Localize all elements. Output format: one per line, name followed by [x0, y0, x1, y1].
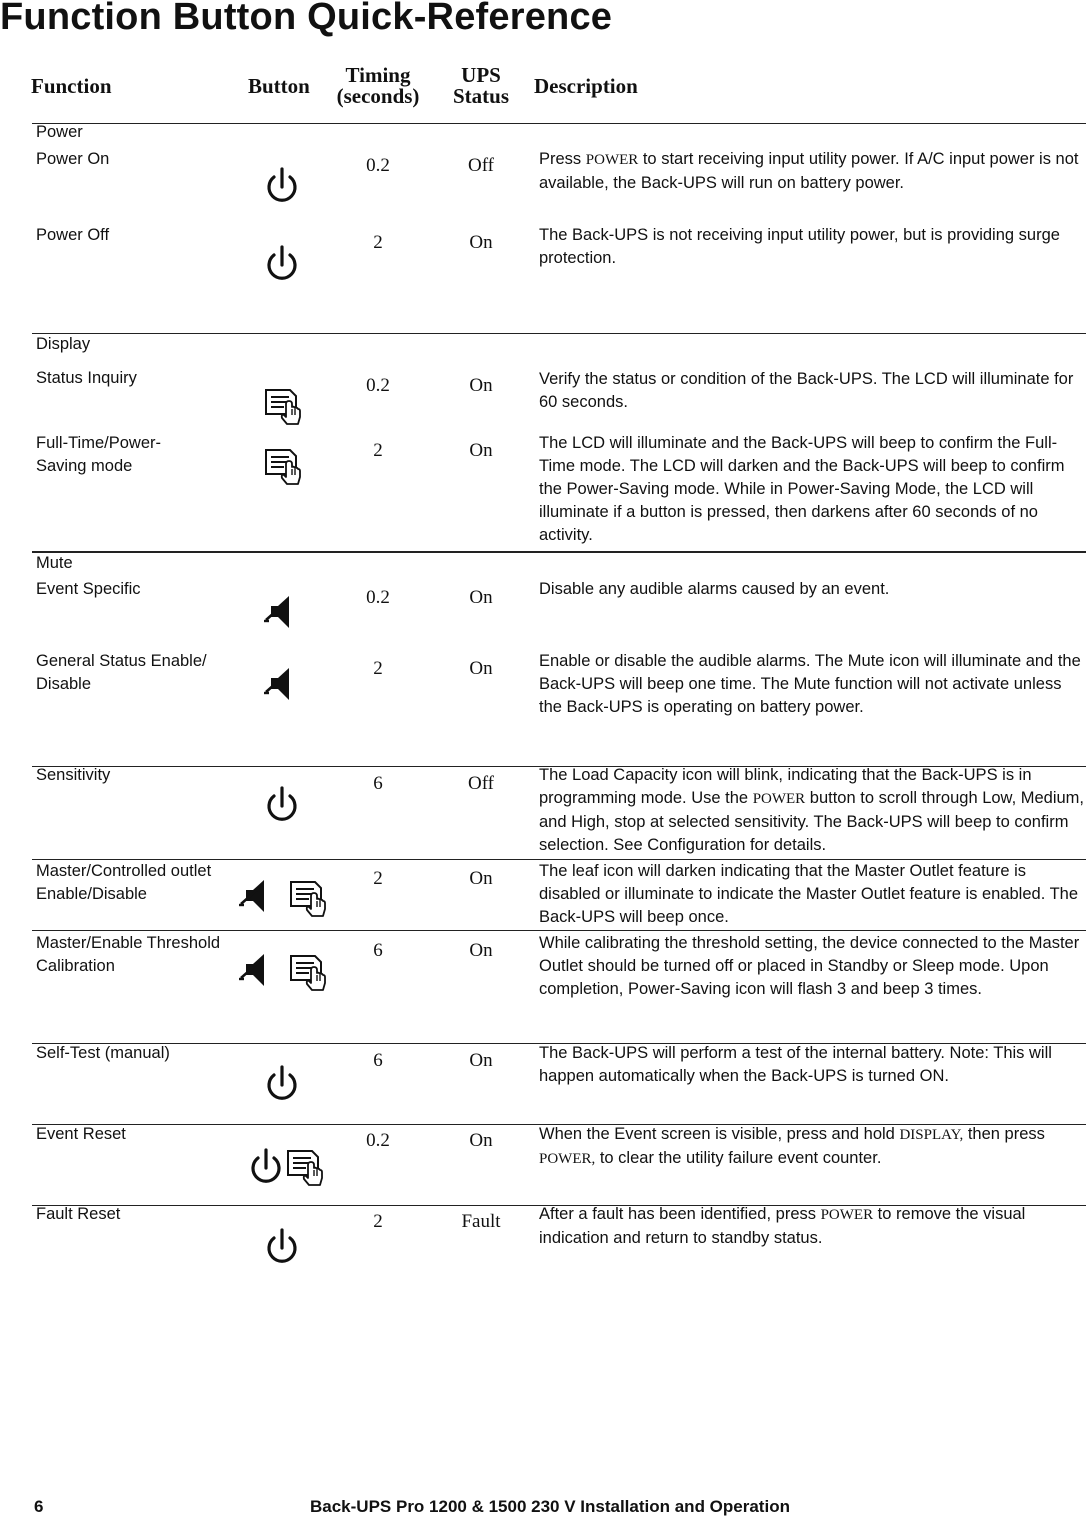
description-part: Press — [539, 150, 586, 168]
description: The LCD will illuminate and the Back-UPS will beep to confirm the Full-Time mode. The LCD will darken and the Back-UPS will beep to confirm the Power-Saving mode. While in Power-Saving Mode, the LCD will illuminate if a button is pressed, then darkens after 60 seconds of no activity. — [539, 434, 1065, 544]
display-icon — [262, 384, 306, 428]
section-mute: Mute — [36, 554, 73, 572]
function-name: Full-Time/Power-Saving mode — [36, 434, 161, 475]
rule-display — [32, 333, 1086, 334]
function-name: Master/Controlled outlet Enable/Disable — [36, 862, 212, 903]
header-ups-status — [446, 65, 516, 107]
header-description: Description — [534, 74, 638, 98]
display-icon — [284, 1145, 328, 1189]
description — [539, 1123, 1084, 1171]
power-icon — [262, 165, 302, 209]
status-value: On — [469, 375, 493, 396]
description: The Back-UPS will perform a test of the internal battery. Note: This will happen automatically when the Back-UPS is turned ON. — [539, 1044, 1052, 1085]
description-part: to clear the utility failure event counter. — [595, 1149, 882, 1167]
description-part: After a fault has been identified, press — [539, 1205, 821, 1223]
timing-value: 6 — [373, 940, 383, 961]
description: While calibrating the threshold setting, the device connected to the Master Outlet should be turned off or placed in Standby or Sleep mode. Upon completion, Power-Saving icon will flash 3 and beep 3 times. — [539, 934, 1080, 998]
power-icon — [246, 1146, 286, 1190]
function-name: Power Off — [36, 226, 110, 244]
timing-value: 0.2 — [366, 375, 390, 396]
display-icon — [287, 876, 331, 920]
timing-value: 2 — [373, 868, 383, 889]
mute-icon — [233, 874, 277, 918]
function-name: Master/Enable Threshold Calibration — [36, 934, 221, 975]
timing-value: 0.2 — [366, 1130, 390, 1151]
status-value: On — [469, 658, 493, 679]
rule-master-enable — [32, 930, 1086, 931]
power-icon — [262, 784, 302, 828]
timing-value: 6 — [373, 773, 383, 794]
keyword-power: POWER — [820, 1207, 874, 1223]
display-icon — [287, 950, 331, 994]
description-part: then press — [963, 1125, 1045, 1143]
description-part: to remove the visual indication and return to standby status. — [539, 1205, 1026, 1247]
mute-icon — [233, 948, 277, 992]
power-icon — [262, 1063, 302, 1107]
header-ups-line1: UPS — [461, 63, 501, 87]
keyword-power: POWER, — [539, 1151, 596, 1167]
header-timing-line1: Timing — [345, 63, 411, 87]
keyword-display: DISPLAY, — [899, 1127, 964, 1143]
section-power: Power — [36, 123, 83, 141]
display-icon — [262, 444, 306, 488]
description-part: button to scroll through Low, Medium, and High, stop at selected sensitivity. The Back-UPS will beep to confirm selection. See Configuration for details. — [539, 789, 1085, 854]
description: Enable or disable the audible alarms. The Mute icon will illuminate and the Back-UPS will beep one time. The Mute function will not activate unless the Back-UPS is operating on battery power. — [539, 652, 1081, 716]
status-value: Off — [467, 155, 495, 176]
function-name: Status Inquiry — [36, 369, 137, 387]
description — [539, 1203, 1084, 1250]
function-name: Event Reset — [36, 1125, 126, 1143]
footer-text: Back-UPS Pro 1200 & 1500 230 V Installation and Operation — [310, 1497, 790, 1516]
function-name: Self-Test (manual) — [36, 1044, 170, 1062]
timing-value: 2 — [373, 1211, 383, 1232]
header-ups-line2: Status — [452, 84, 510, 108]
description-part: to start receiving input utility power. If A/C input power is not available, the Back-UPS will run on battery power. — [539, 150, 1079, 192]
description: Verify the status or condition of the Back-UPS. The LCD will illuminate for 60 seconds. — [539, 370, 1074, 411]
status-value: Off — [467, 773, 495, 794]
mute-icon — [258, 590, 302, 634]
status-value: Fault — [461, 1211, 501, 1232]
status-value: On — [469, 440, 493, 461]
description: The Back-UPS is not receiving input utility power, but is providing surge protection. — [539, 226, 1060, 267]
status-value: On — [469, 940, 493, 961]
timing-value: 6 — [373, 1050, 383, 1071]
status-value: On — [469, 587, 493, 608]
function-name: Fault Reset — [36, 1205, 121, 1223]
power-icon — [262, 243, 302, 287]
description — [539, 764, 1084, 857]
page-number: 6 — [34, 1497, 44, 1516]
function-name: Sensitivity — [36, 766, 111, 784]
header-timing — [328, 65, 428, 107]
function-name: General Status Enable/ Disable — [36, 652, 207, 693]
mute-icon — [258, 662, 302, 706]
status-value: On — [469, 1050, 493, 1071]
function-name: Power On — [36, 150, 110, 168]
description: Disable any audible alarms caused by an event. — [539, 580, 890, 598]
timing-value: 0.2 — [366, 587, 390, 608]
description-part: The Load Capacity icon will blink, indicating that the Back-UPS is in programming mode. Use the — [539, 766, 1032, 807]
description: The leaf icon will darken indicating that the Master Outlet feature is disabled or illuminate to indicate the Master Outlet feature is enabled. The Back-UPS will beep once. — [539, 862, 1079, 926]
power-icon — [262, 1226, 302, 1270]
rule-top — [32, 123, 1086, 124]
description — [539, 148, 1084, 195]
timing-value: 2 — [373, 658, 383, 679]
page-title: Function Button Quick-Reference — [0, 0, 613, 38]
keyword-power: POWER — [585, 152, 639, 168]
description-part: When the Event screen is visible, press and hold — [539, 1125, 900, 1143]
keyword-power: POWER — [752, 791, 806, 807]
status-value: On — [469, 1130, 493, 1151]
function-name: Event Specific — [36, 580, 141, 598]
timing-value: 0.2 — [366, 155, 390, 176]
rule-mute — [32, 551, 1086, 553]
timing-value: 2 — [373, 440, 383, 461]
status-value: On — [469, 232, 493, 253]
status-value: On — [469, 868, 493, 889]
header-timing-line2: (seconds) — [336, 84, 420, 108]
section-display: Display — [36, 335, 91, 353]
header-function: Function — [31, 74, 112, 98]
timing-value: 2 — [373, 232, 383, 253]
header-button: Button — [248, 74, 310, 98]
